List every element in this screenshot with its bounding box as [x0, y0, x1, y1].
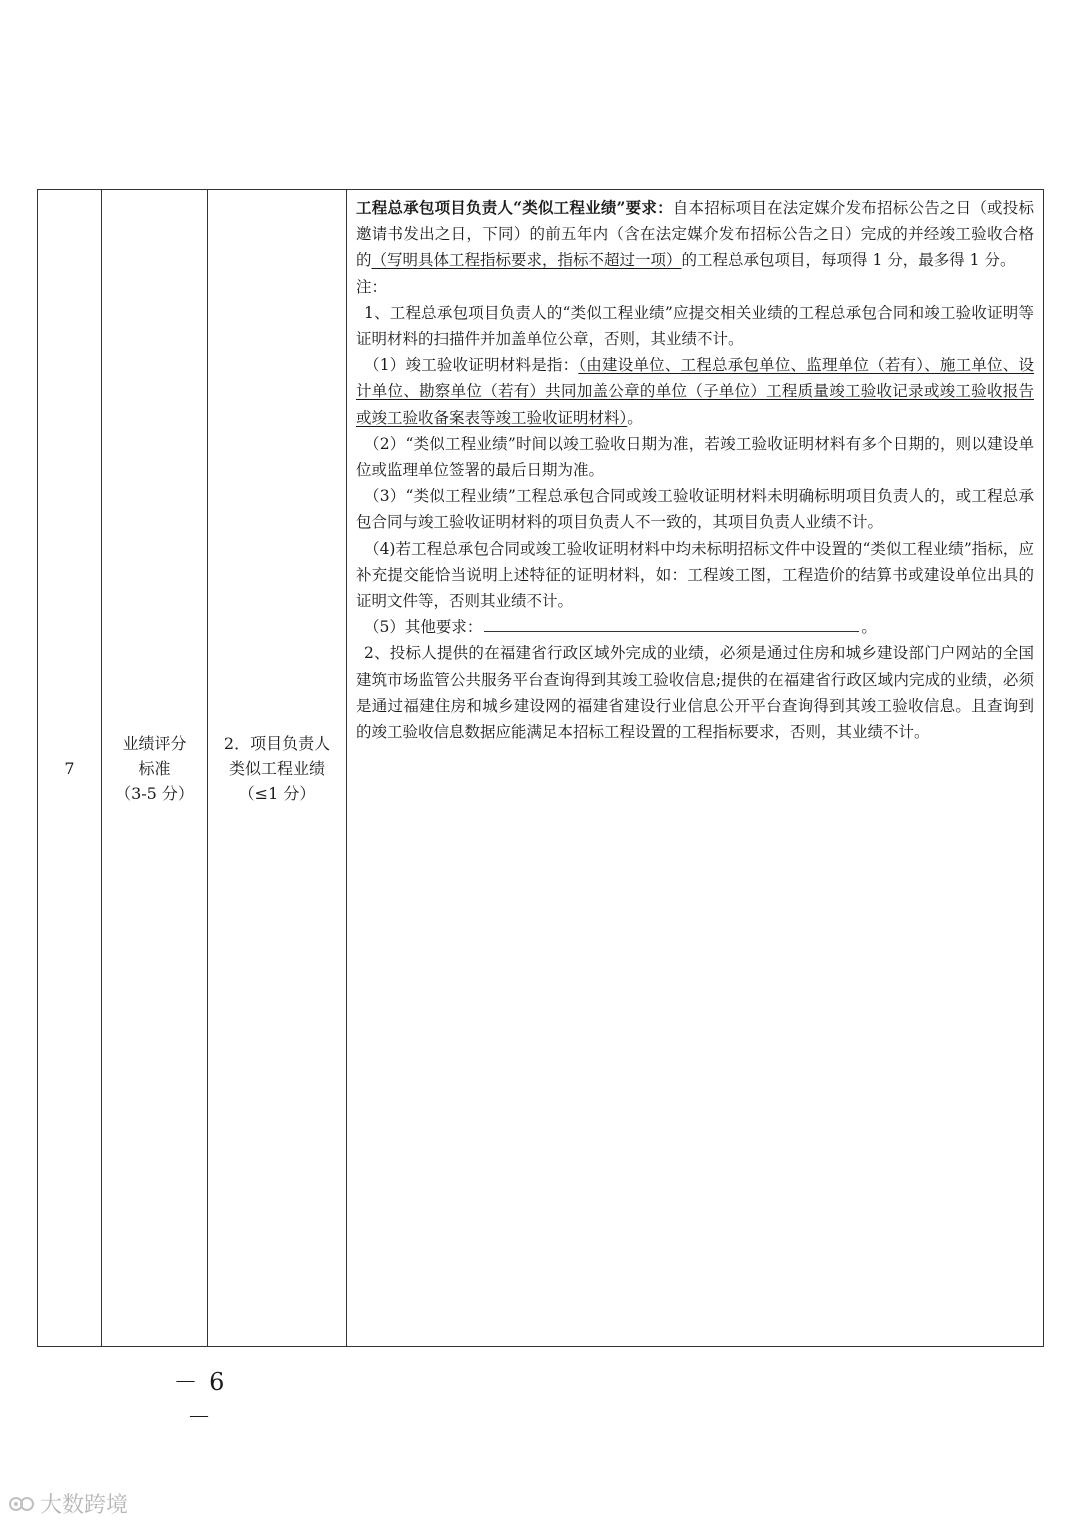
row-number: 7: [64, 758, 75, 778]
requirement-fill-in: （写明具体工程指标要求，指标不超过一项）: [371, 251, 682, 270]
note-1-item-5-prefix: （5）其他要求：: [364, 618, 483, 637]
row-number-cell: [38, 190, 102, 1347]
fill-in-blank: [484, 615, 859, 632]
watermark-text: 大数跨境: [40, 1493, 129, 1518]
item-label: 类似工程业绩: [228, 758, 325, 778]
requirement-heading: 工程总承包项目负责人“类似工程业绩”要求：: [356, 198, 673, 217]
note-2: 2、投标人提供的在福建省行政区域外完成的业绩，必须是通过住房和城乡建设部门户网站的全国建筑市场监管公共服务平台查询得到其竣工验收信息;提供的在福建省行政区域内完成的业绩，必须是通过福建住房和城乡建设网的福建省建设行业信息公开平台查询得到其竣工验收信息。且查询到的竣工验收信息数据应能满足本招标工程设置的工程指标要求，否则，其业绩不计。: [356, 644, 1034, 742]
category-cell: [102, 190, 208, 1347]
note-1-item-1-prefix: （1）竣工验收证明材料是指：: [364, 356, 579, 375]
watermark: [8, 1488, 128, 1519]
note-1-item-4: （4)若工程总承包合同或竣工验收证明材料中均未标明招标文件中设置的“类似工程业绩”指标，应补充提交能恰当说明上述特征的证明材料，如：工程竣工图，工程造价的结算书或建设单位出具的证明文件等，否则其业绩不计。: [356, 539, 1034, 611]
note-1-item-5-tail: 。: [861, 618, 877, 637]
item-score: （≤1 分）: [238, 783, 316, 803]
item-label: 2．项目负责人: [223, 733, 331, 753]
note-label: 注：: [356, 277, 388, 296]
category-label: 标准: [138, 758, 171, 778]
requirement-tail: 的工程总承包项目，每项得 1 分，最多得 1 分。: [681, 251, 1016, 270]
table-row: [38, 190, 1044, 1347]
note-1-item-2: （2）“类似工程业绩”时间以竣工验收日期为准，若竣工验收证明材料有多个日期的，则以建设单位或监理单位签署的最后日期为准。: [356, 434, 1034, 480]
note-1: 1、工程总承包项目负责人的“类似工程业绩”应提交相关业绩的工程总承包合同和竣工验收证明等证明材料的扫描件并加盖单位公章，否则，其业绩不计。: [356, 303, 1034, 349]
requirement-paragraph: [356, 195, 1034, 274]
note-1-item-3: （3）“类似工程业绩”工程总承包合同或竣工验收证明材料未明确标明项目负责人的，或工程总承包合同与竣工验收证明材料的项目负责人不一致的，其项目负责人业绩不计。: [356, 487, 1034, 532]
note-1-item-1-underlined: （由建设单位、工程总承包单位、监理单位（若有）、施工单位、设计单位、勘察单位（若有）共同加盖公章的单位（子单位）工程质量竣工验收记录或竣工验收报告或竣工验收备案表等竣工验收证明材料）: [356, 356, 1034, 427]
note-1-item-1: [356, 352, 1034, 431]
note-1-item-5: [356, 614, 1034, 640]
note-1-item-1-tail: 。: [627, 408, 643, 427]
page-number: － 6 －: [173, 1368, 227, 1431]
item-cell: [208, 190, 347, 1347]
scoring-table: [37, 189, 1044, 1347]
category-label: 业绩评分: [122, 733, 187, 753]
category-score: （3-5 分）: [115, 783, 194, 803]
requirement-text: 自本招标项目在法定媒介发布招标公告之日（或投标邀请书发出之日，下同）的前五年内（含在法定媒介发布招标公告之日）完成的并经竣工验收合格的: [356, 199, 1034, 270]
logo-icon: [8, 1492, 36, 1516]
criteria-cell: [347, 190, 1044, 1347]
